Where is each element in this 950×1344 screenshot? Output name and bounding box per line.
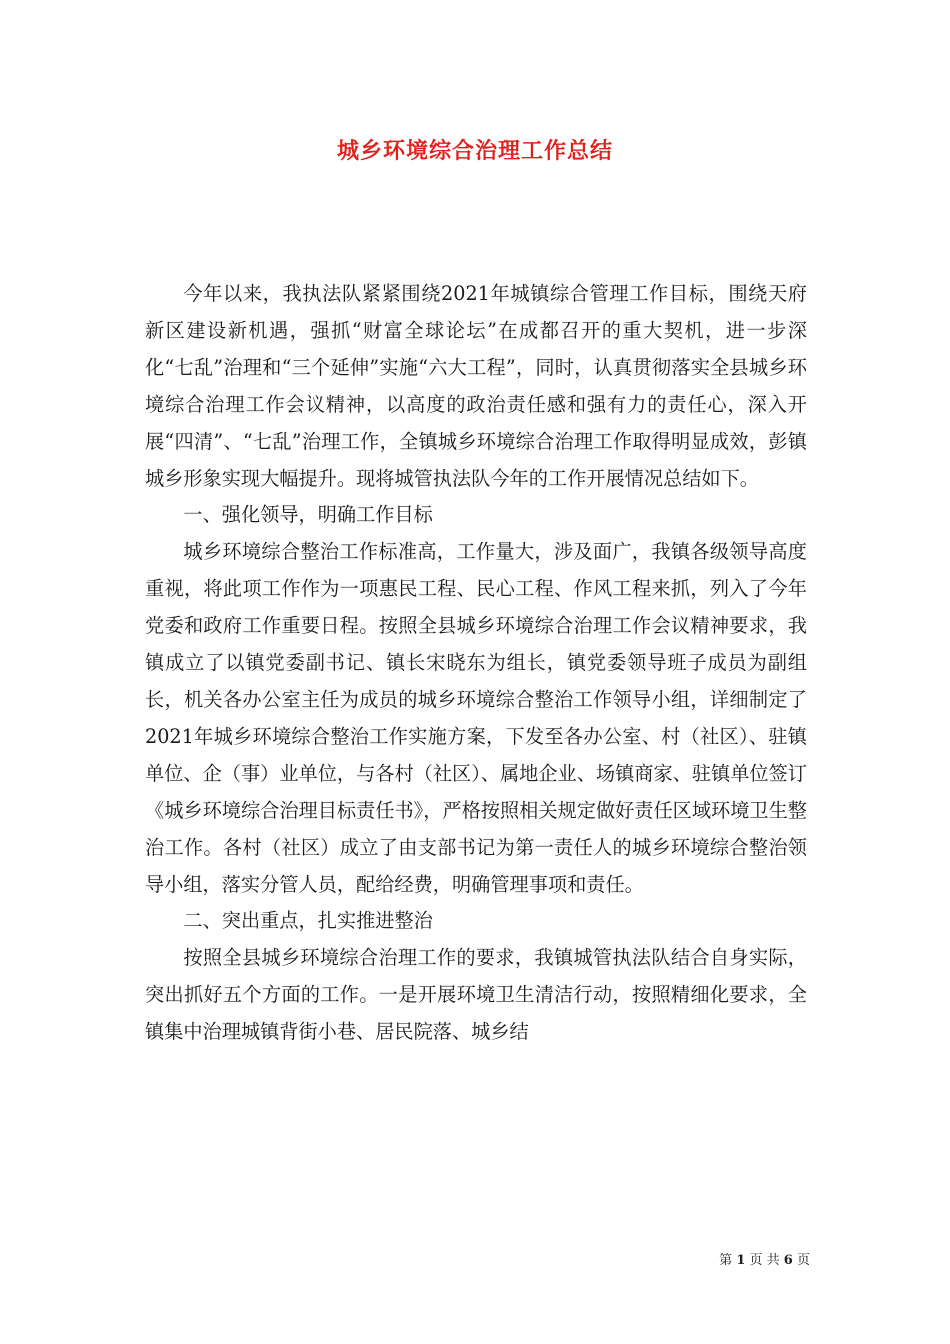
paragraph-section-1: 城乡环境综合整治工作标准高，工作量大，涉及面广，我镇各级领导高度重视，将此项工作作为一项惠民工程、民心工程、作风工程来抓，列入了今年党委和政府工作重要日程。按照全县城乡环境综合治理工作会议精神要求，我镇成立了以镇党委副书记、镇长宋晓东为组长，镇党委领导班子成员为副组长，机关各办公室主任为成员的城乡环境综合整治工作领导小组，详细制定了2021年城乡环境综合整治工作实施方案，下发至各办公室、村（社区）、驻镇单位、企（事）业单位，与各村（社区）、属地企业、场镇商家、驻镇单位签订《城乡环境综合治理目标责任书》，严格按照相关规定做好责任区域环境卫生整治工作。各村（社区）成立了由支部书记为第一责任人的城乡环境综合整治领导小组，落实分管人员，配给经费，明确管理事项和责任。	[145, 540, 807, 896]
footer-total-pages: 6	[783, 1253, 793, 1268]
paragraph-intro: 今年以来，我执法队紧紧围绕2021年城镇综合管理工作目标，围绕天府新区建设新机遇，强抓“财富全球论坛”在成都召开的重大契机，进一步深化“七乱”治理和“三个延伸”实施“六大工程”，同时，认真贯彻落实全县城乡环境综合治理工作会议精神，以高度的政治责任感和强有力的责任心，深入开展“四清”、“七乱”治理工作，全镇城乡环境综合治理工作取得明显成效，彭镇城乡形象实现大幅提升。现将城管执法队今年的工作开展情况总结如下。	[145, 282, 807, 490]
page-footer	[719, 1249, 810, 1268]
section-heading-1: 一、强化领导，明确工作目标	[183, 503, 433, 527]
paragraph-section-2: 按照全县城乡环境综合治理工作的要求，我镇城管执法队结合自身实际，突出抓好五个方面的工作。一是开展环境卫生清洁行动，按照精细化要求，全镇集中治理城镇背街小巷、居民院落、城乡结	[145, 946, 807, 1044]
footer-middle: 页 共	[749, 1253, 780, 1268]
document-body	[145, 276, 807, 1051]
footer-prefix: 第	[719, 1253, 733, 1268]
document-title: 城乡环境综合治理工作总结	[336, 138, 613, 164]
footer-suffix: 页	[796, 1253, 810, 1268]
section-heading-2: 二、突出重点，扎实推进整治	[183, 909, 433, 933]
footer-page-number: 1	[736, 1253, 746, 1268]
